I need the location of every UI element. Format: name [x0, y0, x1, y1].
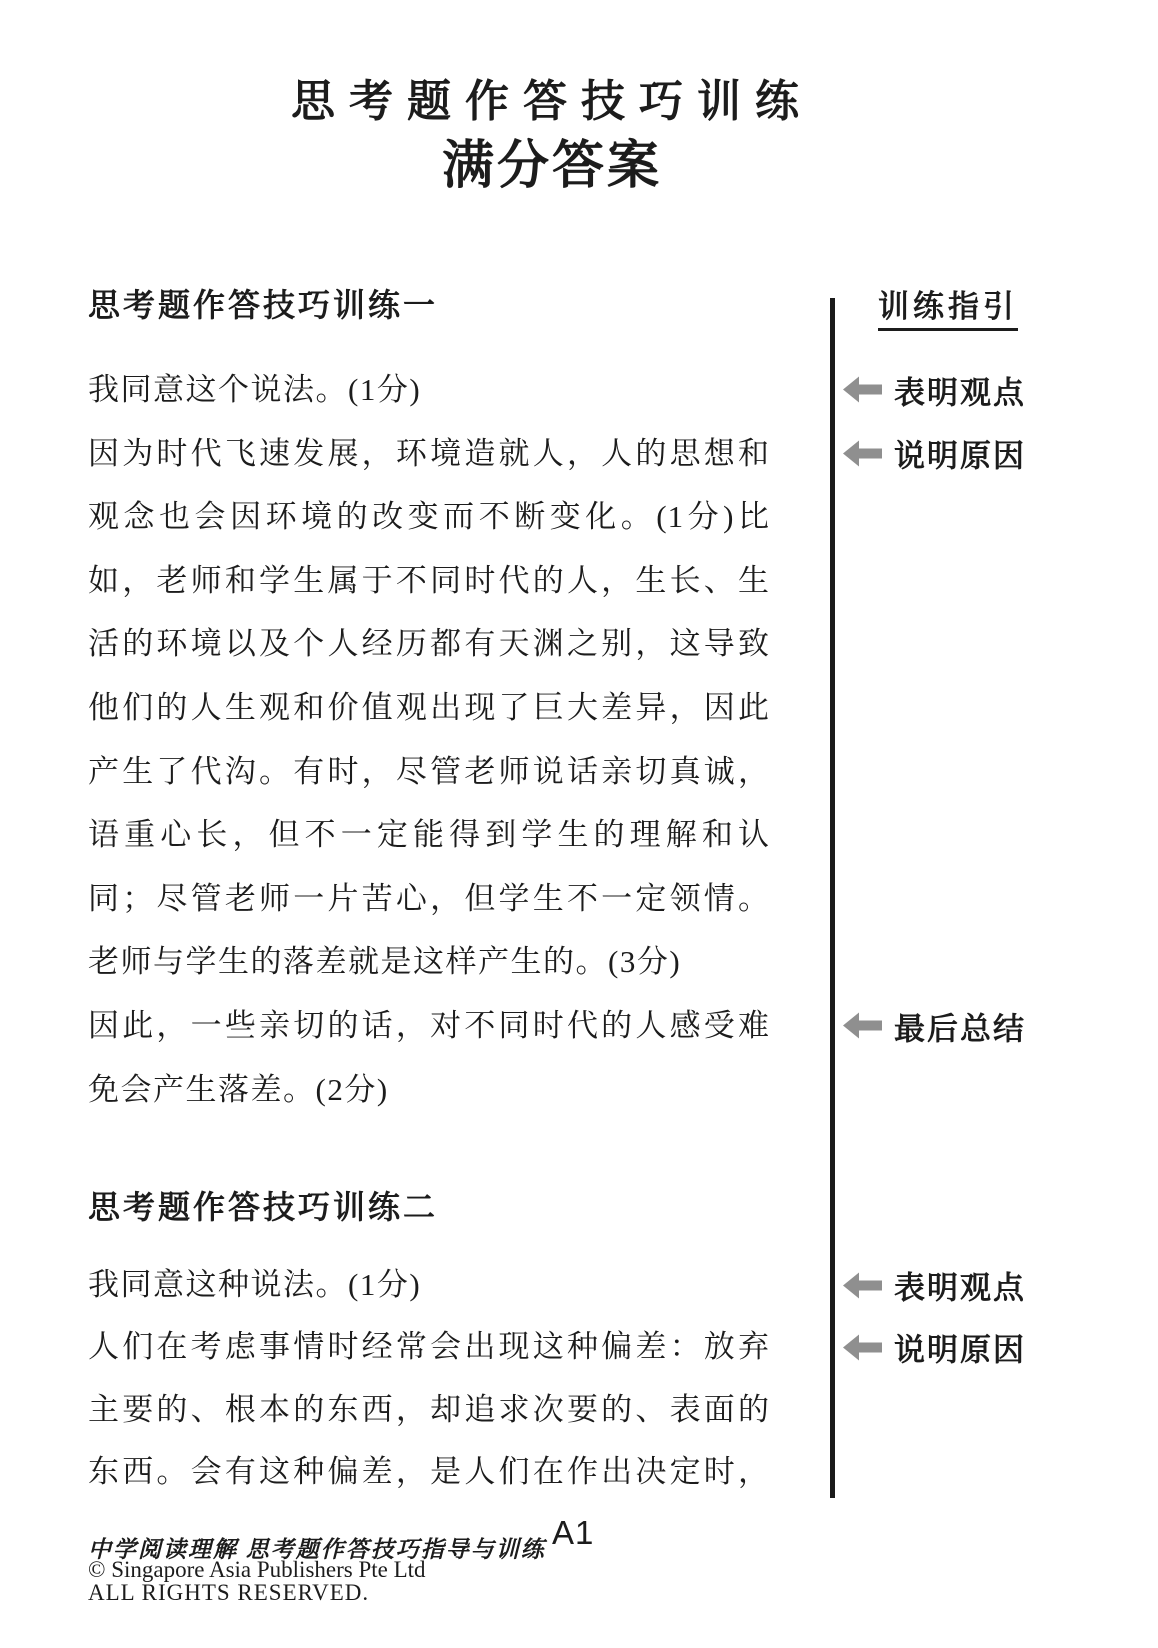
annotation-label: 说明原因 [894, 1332, 1026, 1368]
answer-line: 因为时代飞速发展，环境造就人，人的思想和 [88, 435, 770, 471]
section-lines [88, 1254, 770, 1503]
section-lines [88, 358, 770, 1121]
answer-line: 人们在考虑事情时经常会出现这种偏差：放弃 [88, 1329, 770, 1365]
annotation-label: 最后总结 [894, 1011, 1026, 1047]
page-number: A1 [552, 1514, 595, 1551]
document-subtitle: 满分答案 [441, 137, 662, 195]
annotation [843, 431, 1026, 476]
answer-line: 同；尽管老师一片苦心，但学生不一定领情。 [88, 880, 770, 916]
section-heading: 思考题作答技巧训练二 [88, 1189, 439, 1225]
answer-line: 如，老师和学生属于不同时代的人，生长、生 [88, 562, 770, 598]
footer-copyright: © Singapore Asia Publishers Pte Ltd [88, 1557, 426, 1582]
annotation-label: 表明观点 [894, 375, 1026, 411]
guide-column-header: 训练指引 [878, 290, 1018, 331]
annotation [843, 1325, 1026, 1370]
answer-line: 观念也会因环境的改变而不断变化。(1分)比 [88, 499, 770, 535]
answer-line: 主要的、根本的东西，却追求次要的、表面的 [88, 1391, 770, 1427]
left-arrow-icon [843, 1013, 882, 1039]
answer-line: 产生了代沟。有时，尽管老师说话亲切真诚， [88, 753, 770, 789]
annotation [843, 1263, 1026, 1308]
left-arrow-icon [843, 440, 882, 466]
answer-line: 老师与学生的落差就是这样产生的。(3分) [88, 944, 682, 980]
answer-line: 活的环境以及个人经历都有天渊之别，这导致 [88, 626, 770, 662]
annotation [843, 1003, 1026, 1048]
footer-rights: ALL RIGHTS RESERVED. [88, 1580, 370, 1605]
footer-series-title: 中学阅读理解 思考题作答技巧指导与训练 [88, 1537, 546, 1562]
answer-line: 免会产生落差。(2分) [88, 1071, 389, 1107]
left-arrow-icon [843, 1334, 882, 1360]
answer-line: 我同意这种说法。(1分) [88, 1267, 422, 1302]
section-heading: 思考题作答技巧训练一 [88, 287, 439, 323]
column-divider [830, 298, 835, 1498]
left-arrow-icon [843, 1272, 882, 1298]
answer-line: 他们的人生观和价值观出现了巨大差异，因此 [88, 689, 770, 725]
annotation [843, 367, 1026, 412]
answer-line: 东西。会有这种偏差，是人们在作出决定时， [88, 1453, 770, 1489]
annotation-label: 说明原因 [894, 438, 1026, 474]
annotation-label: 表明观点 [894, 1270, 1026, 1306]
answer-line: 因此，一些亲切的话，对不同时代的人感受难 [88, 1007, 770, 1043]
document-title: 思考题作答技巧训练 [291, 76, 813, 127]
answer-line: 我同意这个说法。(1分) [88, 372, 422, 407]
answer-line: 语重心长，但不一定能得到学生的理解和认 [88, 817, 770, 853]
left-arrow-icon [843, 377, 882, 403]
